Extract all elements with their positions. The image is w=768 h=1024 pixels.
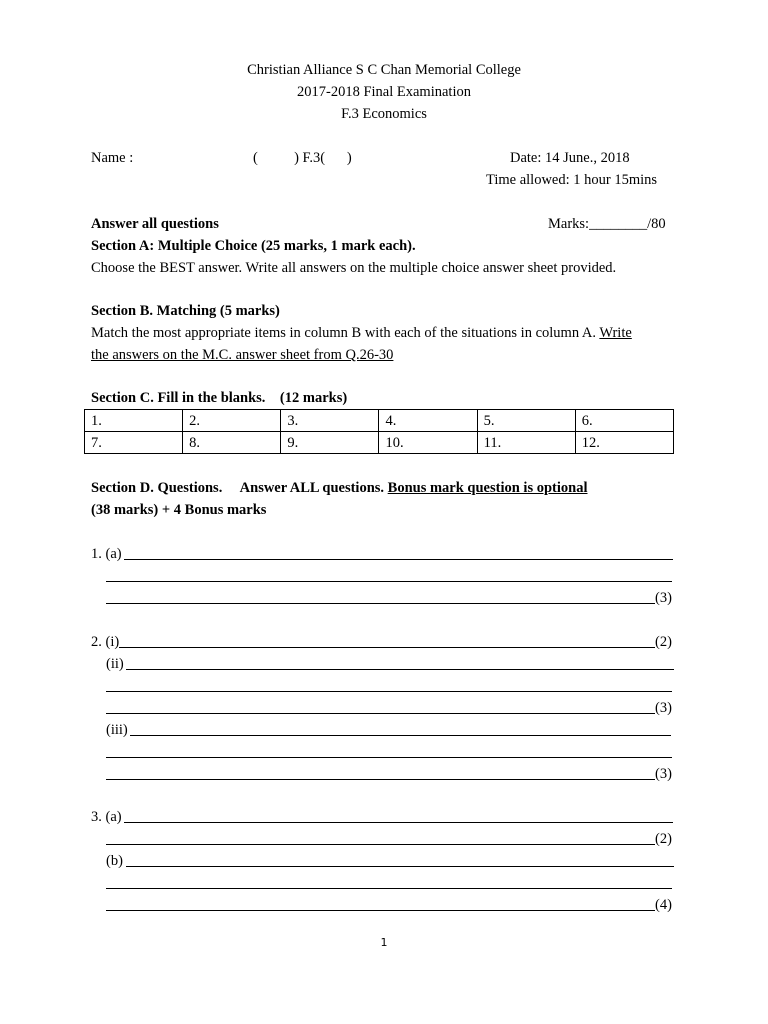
section-a-title: Section A: Multiple Choice (25 marks, 1 mark each). [91,238,416,254]
q3-b-marks: (4) [655,897,672,913]
bonus-optional-note: Bonus mark question is optional [387,480,588,496]
table-cell: 8. [183,432,281,454]
fill-blanks-table [84,409,674,454]
marks-field: Marks:________/80 [548,216,666,232]
q3-b-label: (b) [106,853,123,869]
q2-i-marks: (2) [655,634,672,650]
class-field: ( ) F.3( ) [253,150,352,166]
q2-ii-marks: (3) [655,700,672,716]
section-d-marks: (38 marks) + 4 Bonus marks [91,502,267,518]
table-cell: 10. [379,432,477,454]
q2-ii-label: (ii) [106,656,124,672]
section-d-title-a: Section D [91,480,151,496]
table-cell: 2. [183,410,281,432]
table-cell: 1. [85,410,183,432]
answer-line [106,910,655,911]
exam-title: 2017-2018 Final Examination [297,84,471,100]
answer-line [130,735,671,736]
q2-i-label: 2. (i) [91,634,120,650]
answer-line [106,844,655,845]
table-cell: 4. [379,410,477,432]
table-cell: 3. [281,410,379,432]
name-label: Name : [91,150,134,166]
answer-line [106,888,672,889]
table-cell: 5. [477,410,575,432]
answer-line [119,647,655,648]
section-a-text: Choose the BEST answer. Write all answers on the multiple choice answer sheet provided. [91,260,617,276]
table-cell: 12. [575,432,673,454]
subject-title: F.3 Economics [341,106,427,122]
section-d-title-b: . Questions. Answer ALL questions. [150,480,385,496]
section-b-underlined-1: Write [599,325,632,341]
answer-line [106,691,672,692]
table-cell: 9. [281,432,379,454]
q1-label: 1. (a) [91,546,122,562]
answer-line [126,866,674,867]
answer-line [106,713,655,714]
section-d-title [91,479,588,497]
answer-line [106,779,655,780]
q2-iii-marks: (3) [655,766,672,782]
q2-iii-label: (iii) [106,722,128,738]
section-b-title: Section B. Matching (5 marks) [91,303,280,319]
school-name: Christian Alliance S C Chan Memorial College [247,62,521,78]
section-b-text [91,324,632,342]
answer-line [106,581,672,582]
q1-marks: (3) [655,590,672,606]
answer-line [126,669,674,670]
table-row [85,410,674,432]
table-cell: 6. [575,410,673,432]
table-cell: 7. [85,432,183,454]
q3-a-marks: (2) [655,831,672,847]
q3-a-label: 3. (a) [91,809,122,825]
answer-all-heading: Answer all questions [91,216,219,232]
answer-line [124,559,673,560]
exam-date: Date: 14 June., 2018 [510,150,630,166]
section-b-underlined-2: the answers on the M.C. answer sheet from Q.26-30 [91,347,394,363]
page-number: 1 [380,936,388,949]
answer-line [106,603,655,604]
answer-line [106,757,672,758]
table-cell: 11. [477,432,575,454]
section-b-instruction: Match the most appropriate items in column B with each of the situations in column A. [91,325,596,341]
time-allowed: Time allowed: 1 hour 15mins [486,172,658,188]
section-c-title: Section C. Fill in the blanks. (12 marks) [91,390,348,406]
answer-line [124,822,673,823]
table-row [85,432,674,454]
